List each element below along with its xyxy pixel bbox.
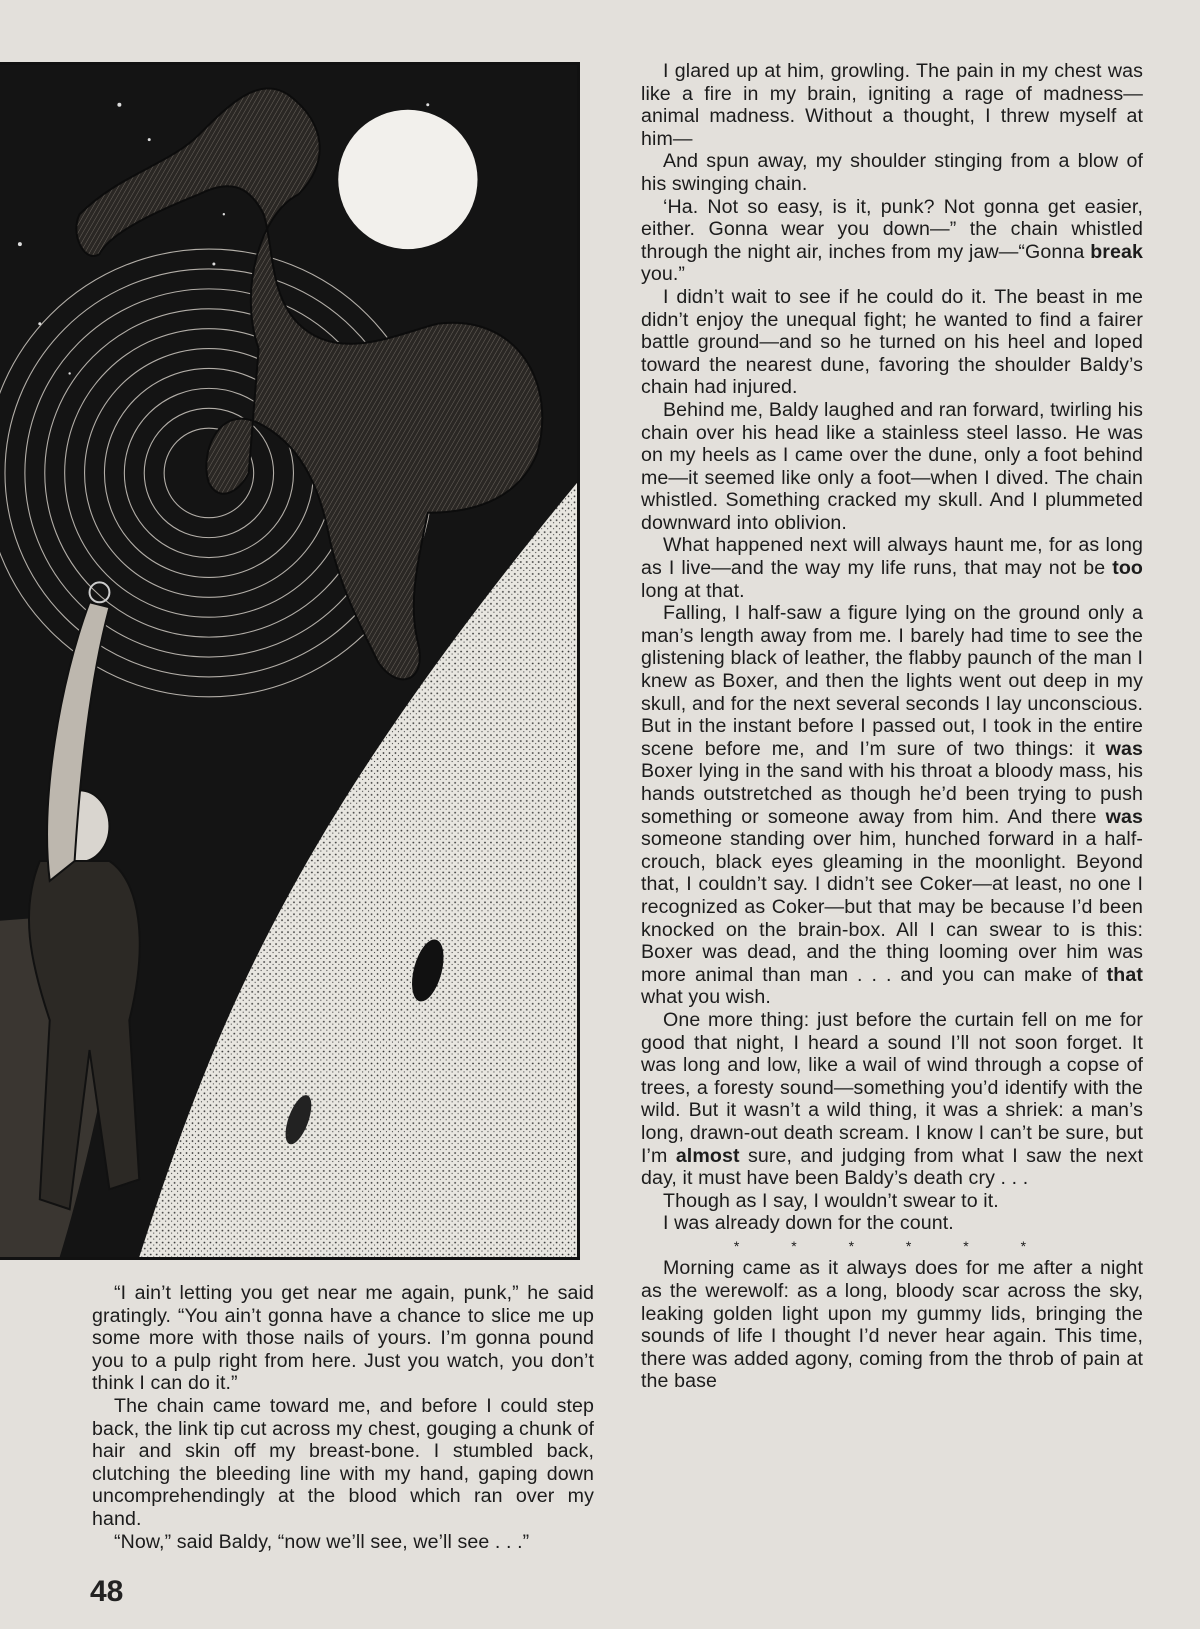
- paragraph: [641, 602, 1143, 1009]
- text-run: long at that.: [641, 579, 745, 602]
- werewolf-vs-bald-man-icon: [0, 65, 577, 1257]
- text-run: sure, and judging from what I saw the next day, it must have been Baldy’s death cry . . .: [641, 1144, 1144, 1190]
- illustration-panel: [0, 62, 580, 1260]
- left-text-column: [92, 1282, 594, 1553]
- paragraph: Behind me, Baldy laughed and ran forward, twirling his chain over his head like a stainless steel lasso. He was on my heels as I came over the dune, only a foot behind me—it seemed like only a foot—when I dived. The chain whistled. Something cracked my skull. And I plummeted downward into oblivion.: [641, 398, 1143, 534]
- paragraph: Morning came as it always does for me after a night as the werewolf: as a long, bloody scar across the sky, leaking golden light upon my gummy lids, bringing the sounds of life I thought I’d never hear again. This time, there was added agony, coming from the throb of pain at the base: [641, 1257, 1143, 1393]
- text-run: you.”: [641, 263, 686, 286]
- text-run: what you wish.: [641, 986, 771, 1009]
- text-run: What happened next will always haunt me, for as long as I live—and the way my life runs, that may not be: [641, 534, 1143, 580]
- paragraph: I didn’t wait to see if he could do it. The beast in me didn’t enjoy the unequal fight; he wanted to find a fairer battle ground—and so he turned on his heel and loped toward the nearest dune, favoring the shoulder Baldy’s chain had injured.: [641, 285, 1143, 399]
- section-separator: * * * * * *: [733, 1237, 1051, 1254]
- text-run: Boxer lying in the sand with his throat a bloody mass, his hands outstretched as though he’d been trying to push something or someone away from him. And there: [641, 760, 1143, 828]
- paragraph: And spun away, my shoulder stinging from a blow of his swinging chain.: [641, 150, 1143, 195]
- paragraph: [641, 1009, 1143, 1190]
- paragraph: The chain came toward me, and before I could step back, the link tip cut across my chest, gouging a chunk of hair and skin off my breast-bone. I stumbled back, clutching the bleeding line with my hand, gaping down uncomprehendingly at the blood which ran over my hand.: [92, 1394, 594, 1530]
- paragraph: I was already down for the count.: [663, 1212, 954, 1235]
- right-text-column: [641, 60, 1143, 1393]
- text-run: someone standing over him, hunched forward in a half-crouch, black eyes gleaming in the moonlight. Beyond that, I couldn’t say. I didn’t see Coker—at least, no one I recognized as Coker—but that may be because I’d been knocked on the brain-box. All I can swear to is this: Boxer was dead, and the thing looming over him was more animal than man . . . and you can make of: [641, 828, 1143, 986]
- text-run: One more thing: just before the curtain fell on me for good that night, I heard a sound I’ll not soon forget. It was long and low, like a wail of wind through a copse of trees, a foresty sound—something you’d identify with the wild. But it wasn’t a wild thing, it was a shriek: a man’s long, drawn-out death scream. I know I can’t be sure, but I’m: [641, 1008, 1143, 1167]
- emphasis: that: [1106, 963, 1143, 986]
- paragraph: “I ain’t letting you get near me again, punk,” he said gratingly. “You ain’t gonna have a chance to slice me up some more with those nails of yours. I’m gonna pound you to a pulp right from here. Just you watch, you don’t think I can do it.”: [92, 1282, 594, 1395]
- emphasis: too: [1112, 557, 1143, 580]
- paragraph: “Now,” said Baldy, “now we’ll see, we’ll see . . .”: [114, 1530, 530, 1553]
- paragraph: [641, 534, 1143, 602]
- emphasis: was: [1105, 737, 1143, 760]
- emphasis: was: [1105, 805, 1143, 828]
- page-number: 48: [90, 1575, 124, 1608]
- text-run: Falling, I half-saw a figure lying on the ground only a man’s length away from me. I barely had time to see the glistening black of leather, the flabby paunch of the man I knew as Boxer, and then the lights went out deep in my skull, and for the next several seconds I lay unconscious. But in the instant before I passed out, I took in the entire scene before me, and I’m sure of two things: it: [641, 602, 1143, 760]
- paragraph: Though as I say, I wouldn’t swear to it.: [663, 1189, 999, 1212]
- text-run: ‘Ha. Not so easy, is it, punk? Not gonna get easier, either. Gonna wear you down—” the chain whistled through the night air, inches from my jaw—“Gonna: [641, 195, 1143, 263]
- emphasis: almost: [675, 1144, 740, 1167]
- paragraph: [641, 196, 1143, 286]
- paragraph: I glared up at him, growling. The pain in my chest was like a fire in my brain, igniting a rage of madness— animal madness. Without a thought, I threw myself at him—: [641, 60, 1143, 150]
- emphasis: break: [1090, 240, 1143, 263]
